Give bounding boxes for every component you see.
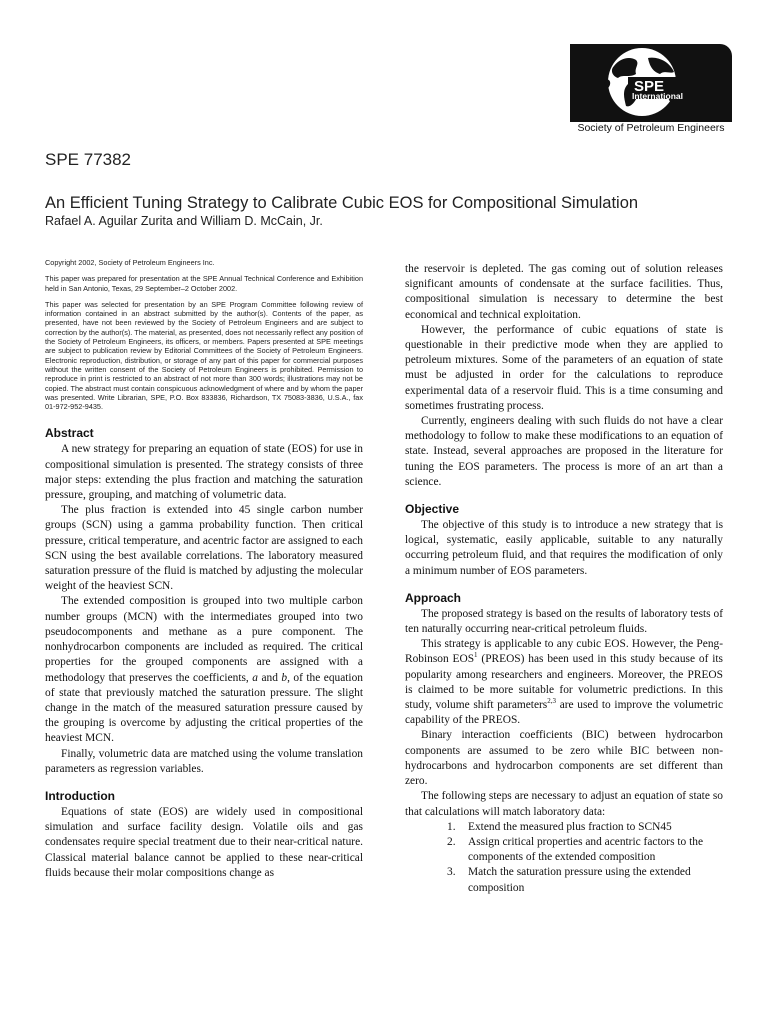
list-text: Match the saturation pressure using the extended composition <box>468 866 691 894</box>
reference-superscript: 1 <box>474 651 478 660</box>
abstract-paragraph <box>45 594 363 746</box>
objective-heading: Objective <box>405 502 460 517</box>
list-number: 3. <box>447 866 456 879</box>
coefficient-b: b <box>281 671 288 684</box>
left-column <box>45 258 363 881</box>
reference-superscript: 2,3 <box>547 697 556 706</box>
list-number: 1. <box>447 820 456 833</box>
logo-acronym: SPE <box>634 78 665 95</box>
coefficient-a: a <box>252 671 258 684</box>
copyright-notice: Copyright 2002, Society of Petroleum Engineers Inc. <box>45 258 215 267</box>
globe-logo-icon <box>570 44 732 122</box>
text-span: The extended composition is grouped into two multiple carbon number groups (MCN) with the intermediates grouped into two pseudocomponents and methane as a pure component. The nonhydrocarbon components are included as required. The critical properties for the grouped components are assigned with a methodology that preserves the coefficients, <box>45 595 363 684</box>
list-item <box>447 820 723 835</box>
list-text: Assign critical properties and acentric factors to the components of the extended composition <box>468 835 703 864</box>
abstract-paragraph: A new strategy for preparing an equation of state (EOS) for use in compositional simulation is presented. The strategy consists of three major steps: extending the plus fraction and matching the saturation pressure, grouping, and matching of volumetric data. <box>45 443 363 502</box>
spe-logo <box>570 44 732 140</box>
list-text: Extend the measured plus fraction to SCN45 <box>468 820 672 833</box>
text-span: and <box>261 671 278 684</box>
text-span: (PREOS) has been used in this study because of its popularity among researchers and engineers. Moreover, the PREOS is claimed to be more suitable for volumetric predictions. In this study, volume shift parameters <box>405 653 723 712</box>
approach-heading: Approach <box>405 590 462 605</box>
logo-caption: Society of Petroleum Engineers <box>577 122 725 134</box>
approach-paragraph: Binary interaction coefficients (BIC) between hydrocarbon components are assumed to be zero while BIC between non-hydrocarbons and hydrocarbon components are set different than zero. <box>405 729 723 788</box>
introduction-paragraph-continued: the reservoir is depleted. The gas coming out of solution releases significant amounts of condensate at the surface facilities. Thus, compositional simulation is necessary to determine the best economical and technical exploitation. <box>405 263 723 321</box>
abstract-heading: Abstract <box>45 426 94 441</box>
paper-number: SPE 77382 <box>45 150 132 169</box>
logo-subtitle: International <box>632 91 684 101</box>
introduction-paragraph: Currently, engineers dealing with such fluids do not have a clear methodology to follow to make these modifications to an equation of state. Instead, several approaches are proposed in the literature for tuning the EOS parameters. The process is more of an art than a science. <box>405 415 723 488</box>
text-span: are used to improve the volumetric capability of the PREOS. <box>405 699 724 727</box>
abstract-paragraph: Finally, volumetric data are matched using the volume translation parameters as regression variables. <box>45 747 363 775</box>
paper-title: An Efficient Tuning Strategy to Calibrate Cubic EOS for Compositional Simulation <box>45 194 639 212</box>
objective-paragraph: The objective of this study is to introduce a new strategy that is logical, systematic, easily applicable, suitable to any naturally occurring petroleum fluid, and that requires the modification of only a minimum number of EOS parameters. <box>405 519 723 577</box>
approach-paragraph: The following steps are necessary to adjust an equation of state so that calculations will match laboratory data: <box>405 790 723 818</box>
steps-list <box>405 820 723 896</box>
list-item <box>447 865 723 895</box>
approach-paragraph <box>405 637 723 728</box>
introduction-paragraph: Equations of state (EOS) are widely used in compositional simulation and surface facility design. Volatile oils and gas condensates require special treatment due to their near-critical nature. Classical material balance cannot be applied to these near-critical fluids because their molar compositions change as <box>45 805 363 879</box>
list-item <box>447 835 723 865</box>
right-column <box>405 262 723 896</box>
text-span: This strategy is applicable to any cubic EOS. However, the Peng-Robinson EOS <box>405 638 723 666</box>
text-span: , of the equation of state that previously matched the saturation pressure. The slight change in the match of the measured saturation pressure caused by the grouping is overcome by adjusting the critical properties of the heaviest MCN. <box>45 671 363 745</box>
list-number: 2. <box>447 835 456 848</box>
abstract-paragraph: The plus fraction is extended into 45 single carbon number groups (SCN) using a gamma probability function. Then critical pressure, critical temperature, and acentric factor are assigned to each SCN using the best available correlations. The laboratory measured saturation pressure of the fluid is matched by adjusting the molecular weight of the heaviest SCN. <box>45 504 363 593</box>
introduction-paragraph: However, the performance of cubic equations of state is questionable in their predictive mode when they are applied to petroleum mixtures. Some of the parameters of an equation of state must be adjusted in order for the calculations to reproduce experimental data of a reservoir fluid. This is a time consuming and sometimes frustrating process. <box>405 323 723 412</box>
presentation-notice: This paper was prepared for presentation at the SPE Annual Technical Conference and Exhibition held in San Antonio, Texas, 29 September–2 October 2002. <box>45 274 363 293</box>
paper-authors: Rafael A. Aguilar Zurita and William D. McCain, Jr. <box>45 214 323 228</box>
selection-notice: This paper was selected for presentation by an SPE Program Committee following review of information contained in an abstract submitted by the author(s). Contents of the paper, as presented, have not been reviewed by the Society of Petroleum Engineers and are subject to correction by the author(s). The material, as presented, does not necessarily reflect any position of the Society of Petroleum Engineers, its officers, or members. Papers presented at SPE meetings are subject to publication review by Editorial Committees of the Society of Petroleum Engineers. Electronic reproduction, distribution, or storage of any part of this paper for commercial purposes without the written consent of the Society of Petroleum Engineers is prohibited. Permission to reproduce in print is restricted to an abstract of not more than 300 words; illustrations may not be copied. The abstract must contain conspicuous acknowledgment of where and by whom the paper was presented. Write Librarian, SPE, P.O. Box 833836, Richardson, TX 75083-3836, U.S.A., fax 01-972-952-9435. <box>45 299 363 412</box>
introduction-heading: Introduction <box>45 788 115 803</box>
approach-paragraph: The proposed strategy is based on the results of laboratory tests of ten naturally occurring near-critical petroleum fluids. <box>405 607 723 636</box>
